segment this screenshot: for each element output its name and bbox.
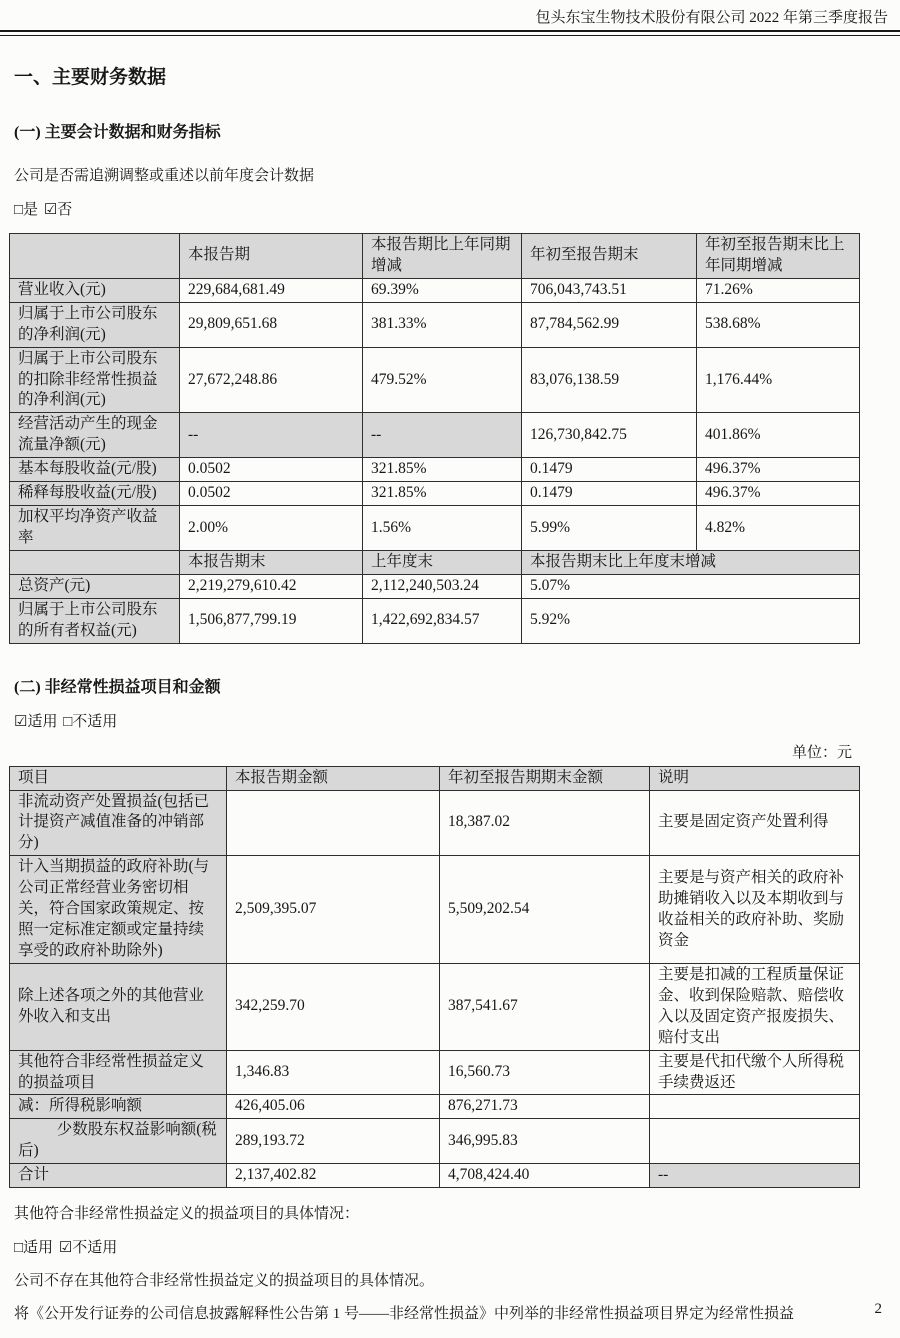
- item-note: 主要是扣减的工程质量保证金、收到保险赔款、赔偿收入以及固定资产报废损失、赔付支出: [650, 963, 860, 1050]
- metric-value: 0.0502: [180, 482, 363, 506]
- table-header-row: [10, 234, 860, 279]
- header-cell: 本报告期金额: [227, 766, 440, 790]
- metric-value: 71.26%: [697, 278, 860, 302]
- item-note: [650, 1119, 860, 1164]
- checkbox-yes: □是: [14, 202, 39, 218]
- non-recurring-items-table: [9, 766, 860, 1189]
- other-items-heading: 其他符合非经常性损益定义的损益项目的具体情况：: [14, 1206, 360, 1223]
- total-label: 合计: [10, 1164, 227, 1188]
- table-header-row: [10, 766, 860, 790]
- metric-label: 归属于上市公司股东的扣除非经常性损益的净利润(元): [10, 347, 180, 413]
- metric-value: 496.37%: [697, 458, 860, 482]
- section-title-main: 一、主要财务数据: [14, 67, 167, 88]
- item-value: 289,193.72: [227, 1119, 440, 1164]
- applicable-line: [14, 710, 900, 731]
- restate-question: 公司是否需追溯调整或重述以前年度会计数据: [14, 168, 315, 184]
- metric-label: 总资产(元): [10, 574, 180, 598]
- metric-label: 营业收入(元): [10, 278, 180, 302]
- metric-value: 5.92%: [522, 598, 860, 643]
- item-note: [650, 1095, 860, 1119]
- metric-value: 538.68%: [697, 302, 860, 347]
- total-value: 4,708,424.40: [440, 1164, 650, 1188]
- item-value: [227, 790, 440, 856]
- table-header-row: [10, 550, 860, 574]
- metric-value: 2,219,279,610.42: [180, 574, 363, 598]
- total-value: 2,137,402.82: [227, 1164, 440, 1188]
- item-note: 主要是代扣代缴个人所得税手续费返还: [650, 1050, 860, 1095]
- item-note: 主要是固定资产处置利得: [650, 790, 860, 856]
- table-row: [10, 598, 860, 643]
- classification-statement: 将《公开发行证券的公司信息披露解释性公告第 1 号——非经常性损益》中列举的非经常性损益项目界定为经常性损益: [14, 1306, 795, 1323]
- metric-label: 经营活动产生的现金流量净额(元): [10, 413, 180, 458]
- item-label: 计入当期损益的政府补助(与公司正常经营业务密切相关，符合国家政策规定、按照一定标准定额或定量持续享受的政府补助除外): [10, 856, 227, 964]
- item-value: 5,509,202.54: [440, 856, 650, 964]
- metric-value: 0.0502: [180, 458, 363, 482]
- item-note: 主要是与资产相关的政府补助摊销收入以及本期收到与收益相关的政府补助、奖励资金: [650, 856, 860, 964]
- item-value: 876,271.73: [440, 1095, 650, 1119]
- table-row: [10, 574, 860, 598]
- checkbox-applicable: □适用: [14, 1240, 54, 1257]
- metric-label: 加权平均净资产收益率: [10, 506, 180, 551]
- header-cell: 本报告期末: [180, 550, 363, 574]
- section-title-sub2: (二) 非经常性损益项目和金额: [14, 678, 221, 696]
- metric-value: 29,809,651.68: [180, 302, 363, 347]
- item-value: 387,541.67: [440, 963, 650, 1050]
- metric-value: --: [180, 413, 363, 458]
- metric-value: 496.37%: [697, 482, 860, 506]
- metric-value: 2,112,240,503.24: [363, 574, 522, 598]
- metric-value: 1,422,692,834.57: [363, 598, 522, 643]
- header-cell: [10, 550, 180, 574]
- metric-value: 1,506,877,799.19: [180, 598, 363, 643]
- table-row: [10, 1095, 860, 1119]
- metric-value: 27,672,248.86: [180, 347, 363, 413]
- metric-label: 归属于上市公司股东的所有者权益(元): [10, 598, 180, 643]
- document-header: [0, 0, 900, 27]
- table-row-total: [10, 1164, 860, 1188]
- checkbox-not-applicable: □不适用: [63, 713, 118, 730]
- item-value: 16,560.73: [440, 1050, 650, 1095]
- metric-value: 401.86%: [697, 413, 860, 458]
- item-value: 426,405.06: [227, 1095, 440, 1119]
- header-cell: 上年度末: [363, 550, 522, 574]
- header-cell: 本报告期: [180, 234, 363, 279]
- item-value: 2,509,395.07: [227, 856, 440, 964]
- table-row: [10, 1050, 860, 1095]
- header-cell: 说明: [650, 766, 860, 790]
- metric-value: 83,076,138.59: [522, 347, 697, 413]
- item-value: 342,259.70: [227, 963, 440, 1050]
- metric-value: 321.85%: [363, 458, 522, 482]
- table-row: [10, 506, 860, 551]
- header-cell: 年初至报告期期末金额: [440, 766, 650, 790]
- other-items-applicable-line: [14, 1236, 900, 1257]
- table-row: [10, 347, 860, 413]
- metric-value: 381.33%: [363, 302, 522, 347]
- metric-value: 706,043,743.51: [522, 278, 697, 302]
- header-divider: [0, 30, 900, 36]
- metric-value: 5.07%: [522, 574, 860, 598]
- restate-answer: [14, 198, 900, 219]
- item-label: 少数股东权益影响额(税后): [10, 1119, 227, 1164]
- metric-value: 69.39%: [363, 278, 522, 302]
- checkbox-applicable: ☑适用: [14, 713, 58, 730]
- metric-value: 479.52%: [363, 347, 522, 413]
- item-value: 346,995.83: [440, 1119, 650, 1164]
- metric-value: 1,176.44%: [697, 347, 860, 413]
- metric-value: 1.56%: [363, 506, 522, 551]
- header-cell: [10, 234, 180, 279]
- metric-value: 4.82%: [697, 506, 860, 551]
- metric-label: 归属于上市公司股东的净利润(元): [10, 302, 180, 347]
- page-number: 2: [874, 1301, 882, 1317]
- item-value: 18,387.02: [440, 790, 650, 856]
- table-row: [10, 413, 860, 458]
- item-label: 减：所得税影响额: [10, 1095, 227, 1119]
- checkbox-not-applicable: ☑不适用: [58, 1240, 118, 1257]
- table-row: [10, 1119, 860, 1164]
- header-cell: 年初至报告期末比上年同期增减: [697, 234, 860, 279]
- header-cell: 项目: [10, 766, 227, 790]
- key-financials-table: [9, 233, 860, 644]
- total-note: --: [650, 1164, 860, 1188]
- unit-label: 单位：元: [791, 744, 852, 761]
- metric-value: 229,684,681.49: [180, 278, 363, 302]
- metric-value: 87,784,562.99: [522, 302, 697, 347]
- header-cell: 年初至报告期末: [522, 234, 697, 279]
- item-label: 除上述各项之外的其他营业外收入和支出: [10, 963, 227, 1050]
- metric-value: 5.99%: [522, 506, 697, 551]
- report-title: 包头东宝生物技术股份有限公司 2022 年第三季度报告: [535, 10, 888, 26]
- metric-value: 0.1479: [522, 458, 697, 482]
- table-row: [10, 790, 860, 856]
- metric-label: 稀释每股收益(元/股): [10, 482, 180, 506]
- metric-value: 126,730,842.75: [522, 413, 697, 458]
- item-label: 其他符合非经常性损益定义的损益项目: [10, 1050, 227, 1095]
- table-row: [10, 856, 860, 964]
- metric-label: 基本每股收益(元/股): [10, 458, 180, 482]
- header-cell: 本报告期比上年同期增减: [363, 234, 522, 279]
- table-row: [10, 278, 860, 302]
- table-row: [10, 458, 860, 482]
- item-label: 非流动资产处置损益(包括已计提资产减值准备的冲销部分): [10, 790, 227, 856]
- metric-value: --: [363, 413, 522, 458]
- metric-value: 321.85%: [363, 482, 522, 506]
- table-row: [10, 302, 860, 347]
- table-row: [10, 482, 860, 506]
- metric-value: 0.1479: [522, 482, 697, 506]
- table-row: [10, 963, 860, 1050]
- no-other-items-statement: 公司不存在其他符合非经常性损益定义的损益项目的具体情况。: [14, 1273, 435, 1290]
- header-cell: 本报告期末比上年度末增减: [522, 550, 860, 574]
- checkbox-no: ☑否: [43, 202, 73, 218]
- item-value: 1,346.83: [227, 1050, 440, 1095]
- metric-value: 2.00%: [180, 506, 363, 551]
- section-title-sub1: (一) 主要会计数据和财务指标: [14, 124, 221, 141]
